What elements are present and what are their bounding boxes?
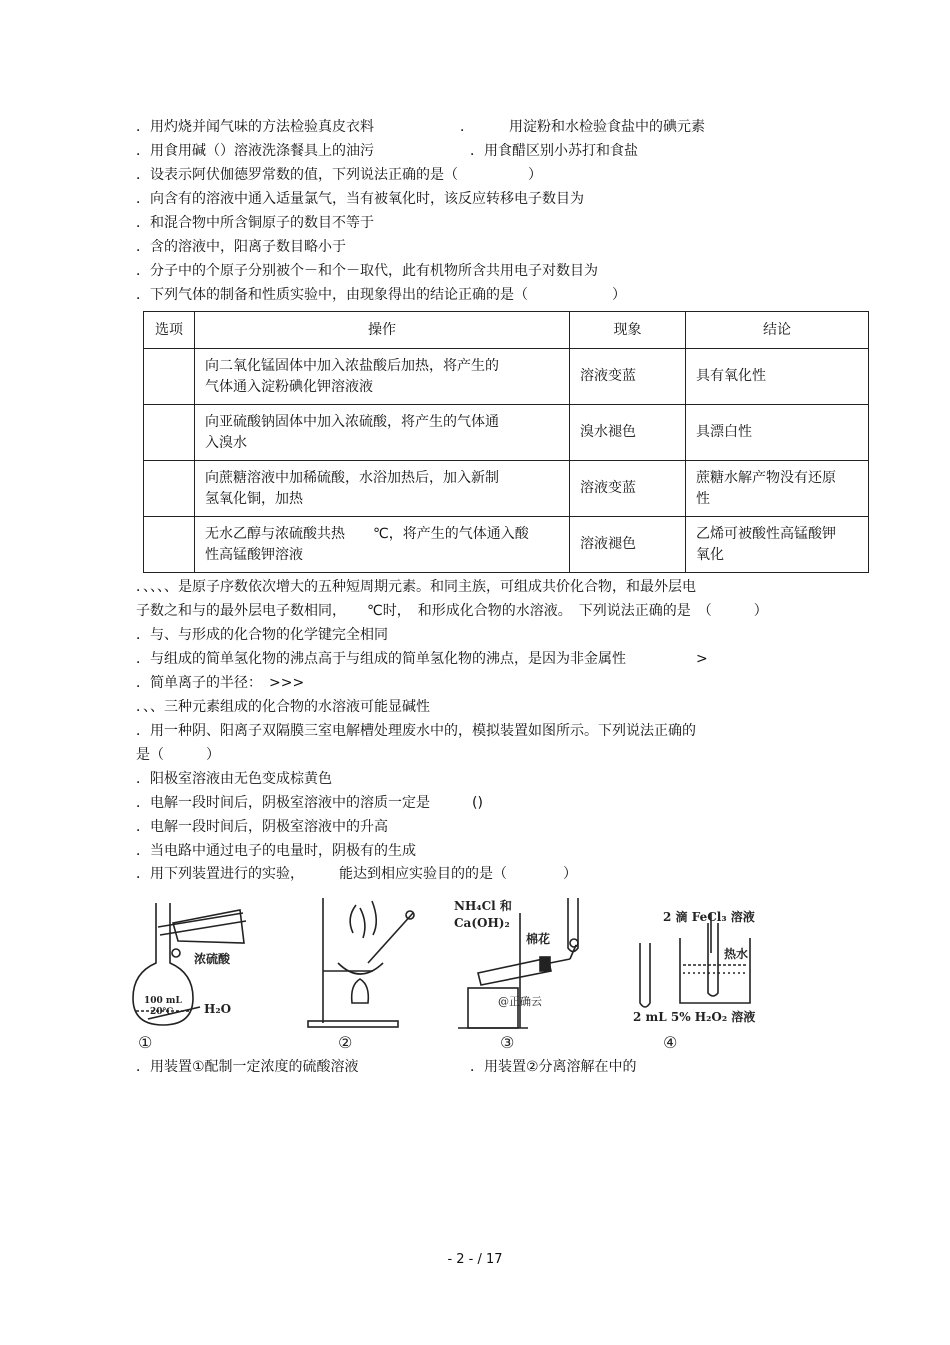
question-8-d: ．分子中的个原子分别被个－和个－取代，此有机物所含共用电子对数目为	[136, 263, 598, 279]
question-10-b: ．与组成的简单氢化物的沸点高于与组成的简单氢化物的沸点，是因为非金属性 >	[136, 651, 708, 667]
table-row	[144, 517, 869, 573]
label-cotton: 棉花	[526, 932, 551, 946]
question-10-c: ．简单离子的半径： >>>	[136, 675, 305, 691]
label-caoh2: Ca(OH)₂	[454, 916, 510, 930]
cell-line: 入溴水	[205, 434, 247, 451]
cell-line: 乙烯可被酸性高锰酸钾	[696, 525, 836, 542]
option-a: ．用灼烧并闻气味的方法检验真皮衣料	[136, 119, 374, 135]
cell-line: 蔗糖水解产物没有还原	[696, 469, 836, 486]
cell-line: 向蔗糖溶液中加稀硫酸，水浴加热后，加入新制	[205, 469, 499, 486]
apparatus-figure	[128, 893, 788, 1058]
question-10-d: ．、、三种元素组成的化合物的水溶液可能显碱性	[136, 699, 430, 715]
question-11-a: ．阳极室溶液由无色变成棕黄色	[136, 771, 332, 787]
cell-line: 具有氧化性	[696, 368, 766, 384]
label-watermark: @正确云	[498, 995, 542, 1008]
table-cell-operation	[195, 349, 570, 405]
cell-line: 向亚硫酸钠固体中加入浓硫酸，将产生的气体通	[205, 413, 499, 430]
label-conc-acid: 浓硫酸	[194, 952, 231, 966]
page-number: - 2 - / 17	[447, 1252, 503, 1267]
table-cell-operation	[195, 461, 570, 517]
table-cell-conclusion	[686, 461, 869, 517]
question-11-line-1: ．用一种阴、阳离子双隔膜三室电解槽处理废水中的，模拟装置如图所示。下列说法正确的	[136, 723, 696, 739]
question-8: ．设表示阿伏伽德罗常数的值，下列说法正确的是（ ）	[136, 167, 542, 183]
question-11-b: ．电解一段时间后，阴极室溶液中的溶质一定是 ()	[136, 795, 483, 811]
label-h2o: H₂O	[204, 1002, 232, 1016]
cell-line: 性高锰酸钾溶液	[205, 546, 303, 563]
table-row	[144, 461, 869, 517]
evaporation-apparatus	[308, 898, 414, 1027]
question-12: ．用下列装置进行的实验， 能达到相应实验目的的是（ ）	[136, 866, 577, 882]
experiment-table	[143, 311, 869, 573]
table-header: 操作	[195, 312, 570, 349]
figure-number-3: ③	[500, 1033, 515, 1052]
label-fecl3: 2 滴 FeCl₃ 溶液	[663, 910, 755, 924]
cell-line: 氧化	[696, 546, 724, 563]
cell-line: 无水乙醇与浓硫酸共热 ℃，将产生的气体通入酸	[205, 525, 529, 542]
question-12-b: ．用装置②分离溶解在中的	[470, 1059, 637, 1075]
table-cell-phenomenon: 溶液变蓝	[570, 461, 686, 517]
table-cell-phenomenon: 溶液变蓝	[570, 349, 686, 405]
question-10-a: ．与、与形成的化合物的化学键完全相同	[136, 627, 388, 643]
question-8-a: ．向含有的溶液中通入适量氯气，当有被氧化时，该反应转移电子数目为	[136, 191, 584, 207]
question-11-line-2: 是（ ）	[136, 747, 220, 763]
question-11-d: ．当电路中通过电子的电量时，阴极有的生成	[136, 843, 416, 859]
label-h2o2: 2 mL 5% H₂O₂ 溶液	[633, 1010, 756, 1024]
table-cell-option	[144, 517, 195, 573]
question-8-b: ．和混合物中所含铜原子的数目不等于	[136, 215, 374, 231]
question-12-a: ．用装置①配制一定浓度的硫酸溶液	[136, 1059, 359, 1075]
cell-line: 性	[696, 490, 710, 507]
table-cell-phenomenon: 溴水褪色	[570, 405, 686, 461]
table-cell-option	[144, 349, 195, 405]
table-cell-operation	[195, 517, 570, 573]
cell-line: 氢氧化铜，加热	[205, 490, 303, 507]
figure-number-2: ②	[338, 1033, 353, 1052]
label-flask: 100 mL	[144, 996, 182, 1006]
label-nh4cl: NH₄Cl 和	[454, 899, 512, 913]
label-temp: 20℃	[150, 1007, 174, 1017]
table-cell-conclusion	[686, 517, 869, 573]
question-11-c: ．电解一段时间后，阴极室溶液中的升高	[136, 819, 388, 835]
apparatus-drawing	[128, 893, 788, 1058]
label-hotwater: 热水	[724, 947, 749, 961]
option-b: ． 用淀粉和水检验食盐中的碘元素	[460, 119, 705, 135]
cell-line: 向二氧化锰固体中加入浓盐酸后加热，将产生的	[205, 357, 499, 374]
table-row	[144, 349, 869, 405]
table-cell-option	[144, 405, 195, 461]
figure-number-1: ①	[138, 1033, 153, 1052]
figure-number-4: ④	[663, 1033, 678, 1052]
question-9: ．下列气体的制备和性质实验中，由现象得出的结论正确的是（ ）	[136, 287, 626, 303]
table-cell-conclusion	[686, 405, 869, 461]
table-row	[144, 405, 869, 461]
table-header-row	[144, 312, 869, 349]
table-cell-operation	[195, 405, 570, 461]
cell-line: 具漂白性	[696, 424, 752, 440]
table-cell-conclusion	[686, 349, 869, 405]
option-c: ．用食用碱（）溶液洗涤餐具上的油污	[136, 143, 374, 159]
table-header: 选项	[144, 312, 195, 349]
question-8-c: ．含的溶液中，阳离子数目略小于	[136, 239, 346, 255]
option-d: ．用食醋区别小苏打和食盐	[470, 143, 638, 159]
table-header: 结论	[686, 312, 869, 349]
table-cell-option	[144, 461, 195, 517]
cell-line: 气体通入淀粉碘化钾溶液液	[205, 378, 373, 395]
question-10-line-2: 子数之和与的最外层电子数相同， ℃时， 和形成化合物的水溶液。 下列说法正确的是 （ ）	[136, 603, 768, 619]
question-10-line-1: ．、、、、是原子序数依次增大的五种短周期元素。和同主族，可组成共价化合物，和最外层电	[136, 579, 696, 595]
table-cell-phenomenon: 溶液褪色	[570, 517, 686, 573]
table-header: 现象	[570, 312, 686, 349]
